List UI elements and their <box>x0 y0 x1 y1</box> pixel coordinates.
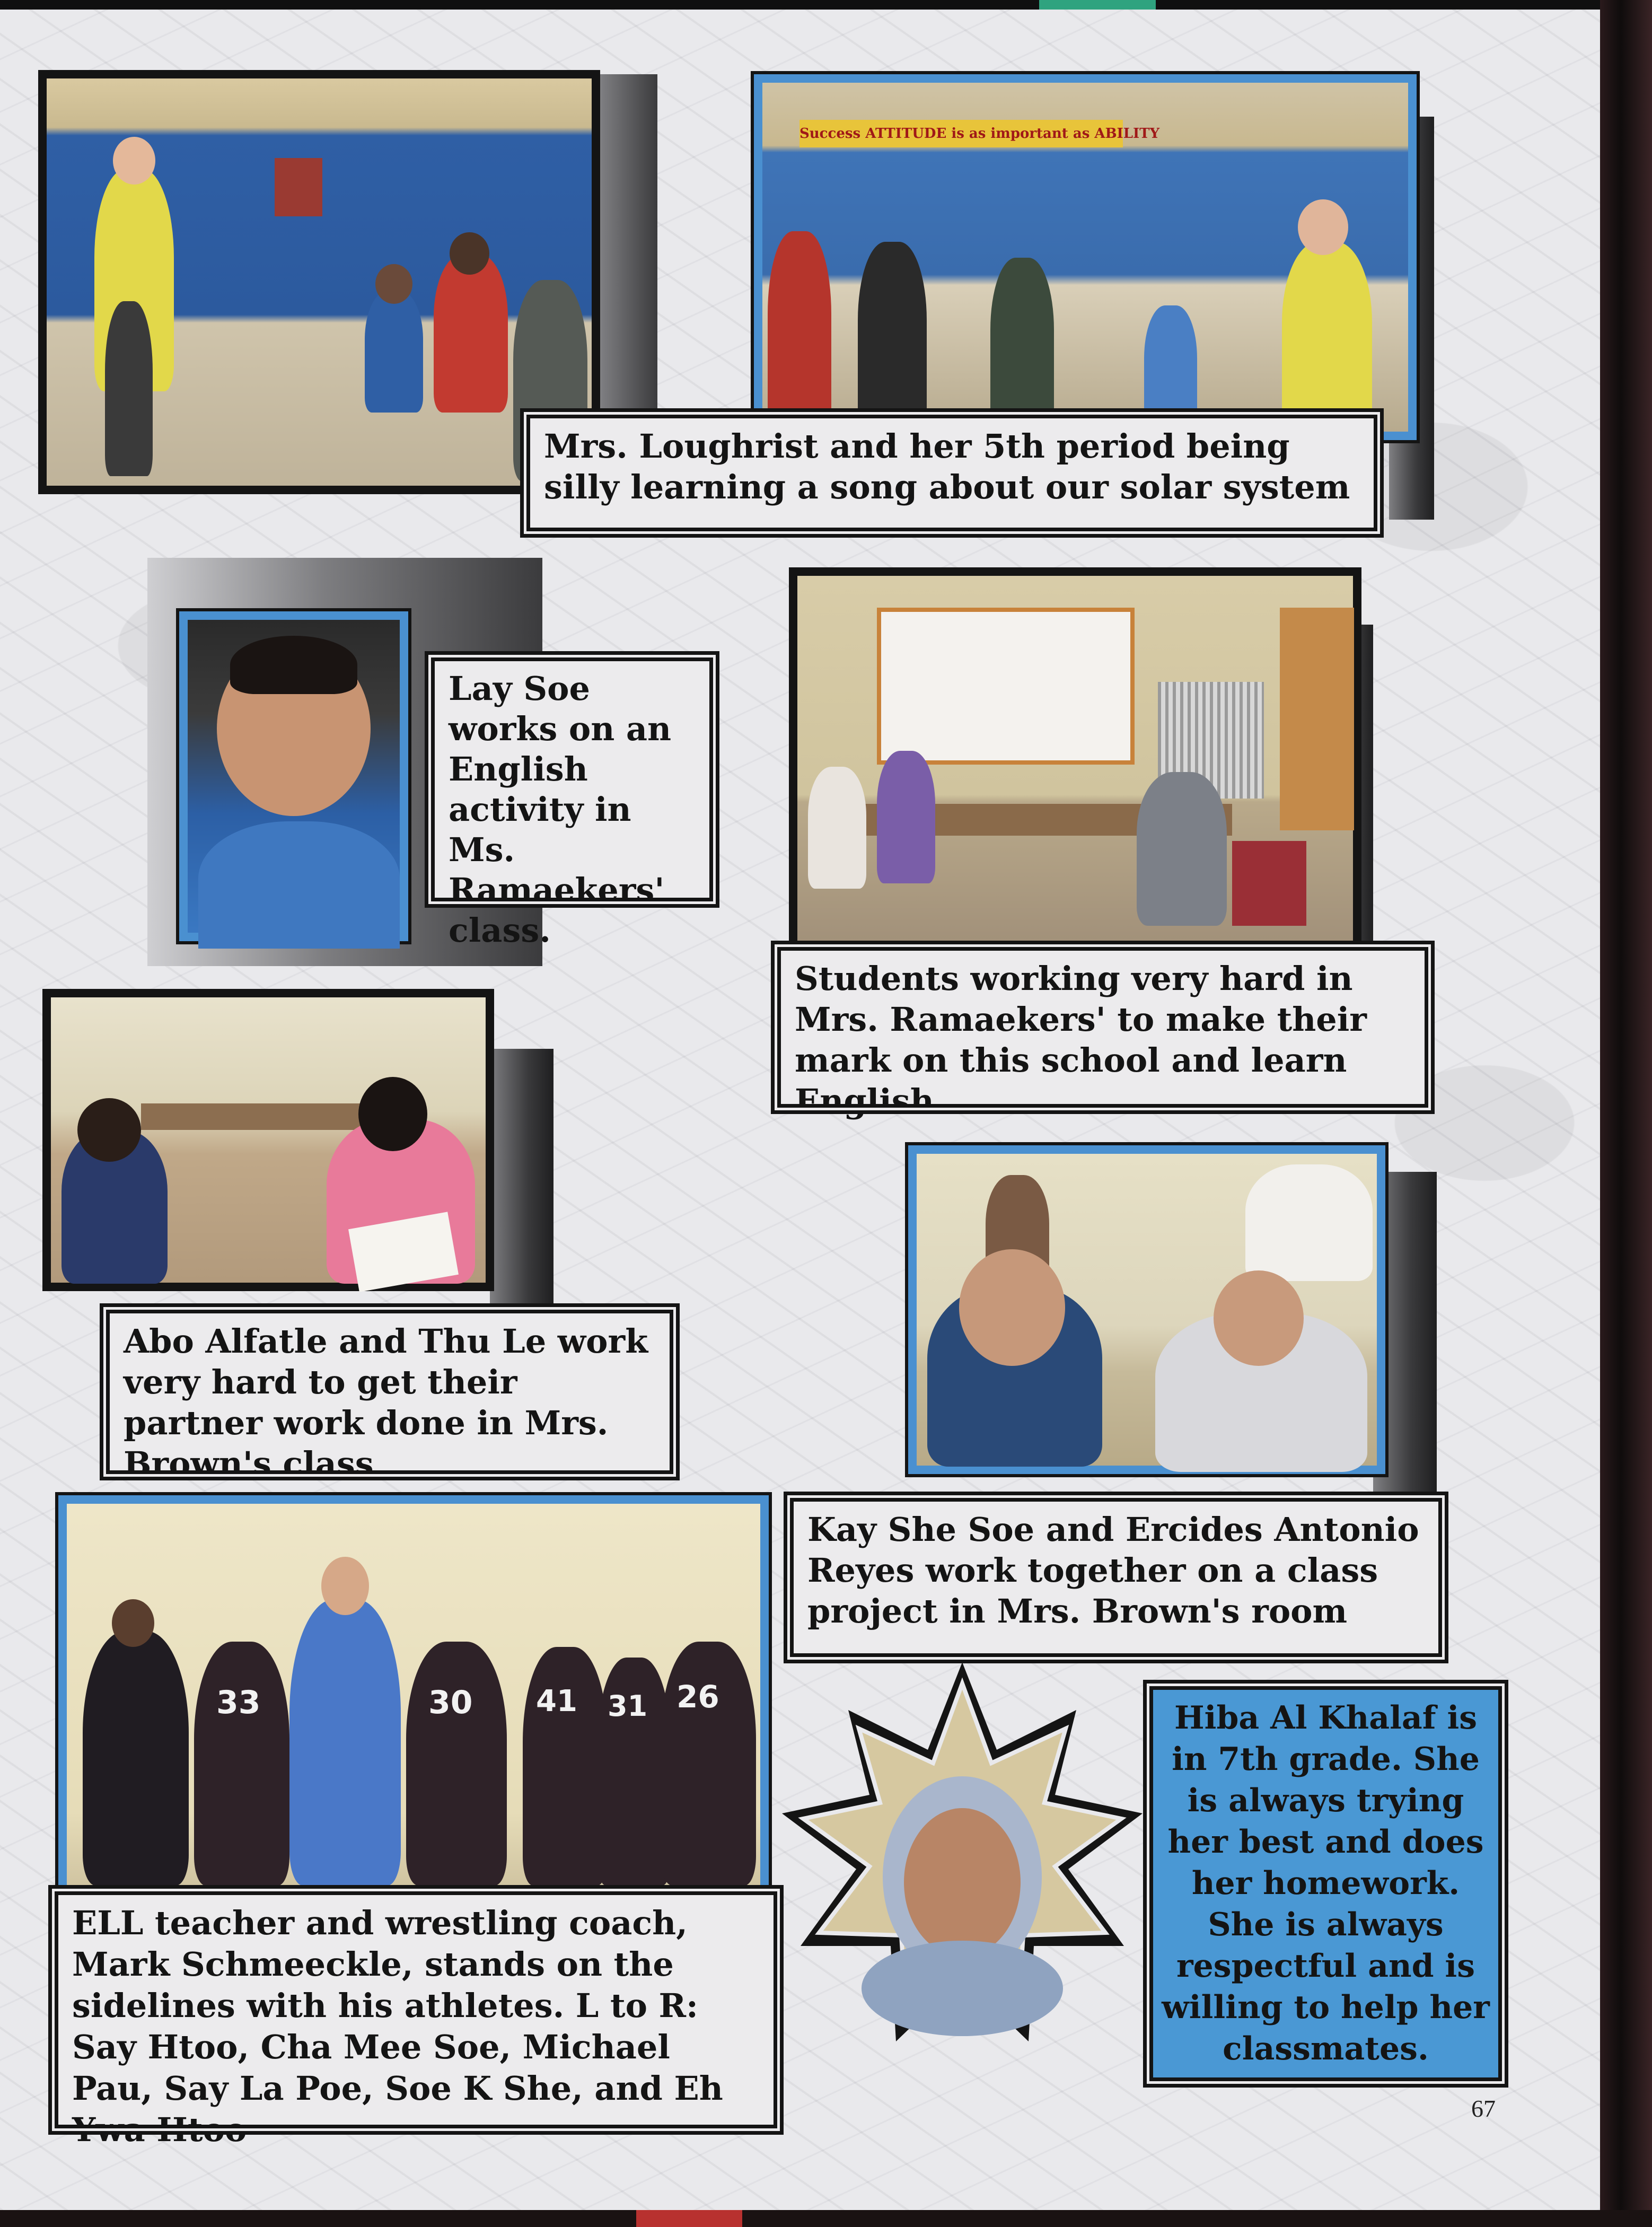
jersey-number: 33 <box>216 1684 261 1721</box>
caption-kay-ercides: Kay She Soe and Ercides Antonio Reyes work together on a class project in Mrs. Brown's room <box>790 1498 1442 1657</box>
photo-lay-soe <box>179 611 408 941</box>
book-binding <box>1600 0 1652 2227</box>
caption-abo-thu: Abo Alfatle and Thu Le work very hard to get their partner work done in Mrs. Brown's class <box>106 1310 673 1474</box>
classroom-banner: Success ATTITUDE is as important as ABILITY <box>799 120 1123 147</box>
jersey-number: 41 <box>536 1684 577 1719</box>
photo-loughrist-class-kick <box>38 70 600 494</box>
caption-ell-coach: ELL teacher and wrestling coach, Mark Schmeeckle, stands on the sidelines with his athletes. L to R: Say Htoo, Cha Mee Soe, Michael Pau, Say La Poe, Soe K She, and Eh Ywa Htoo <box>55 1891 777 2128</box>
page-number: 67 <box>1471 2095 1496 2122</box>
jersey-number: 26 <box>676 1679 719 1715</box>
photo-loughrist-class-song <box>754 74 1417 440</box>
jersey-number: 31 <box>608 1689 648 1723</box>
caption-loughrist: Mrs. Loughrist and her 5th period being silly learning a song about our solar system <box>526 415 1377 531</box>
caption-ramaekers: Students working very hard in Mrs. Ramaekers' to make their mark on this school and learn English <box>777 947 1428 1108</box>
jersey-number: 30 <box>428 1684 473 1721</box>
photo-kay-ercides <box>908 1145 1385 1474</box>
caption-lay-soe: Lay Soe works on an English activity in Ms. Ramaekers' class. <box>431 657 713 901</box>
top-edge <box>0 0 1652 10</box>
photo-ell-wrestling-team <box>58 1495 769 1898</box>
photo-shadow <box>490 1049 553 1330</box>
bottom-edge <box>0 2210 1652 2227</box>
photo-abo-thu <box>42 989 494 1291</box>
face <box>904 1808 1021 1957</box>
photo-ramaekers-class <box>789 567 1361 949</box>
starburst-frame <box>779 1660 1145 2063</box>
caption-hiba: Hiba Al Khalaf is in 7th grade. She is always trying her best and does her homework. She is always respectful and is willing to help her classmates. <box>1149 1686 1502 2081</box>
